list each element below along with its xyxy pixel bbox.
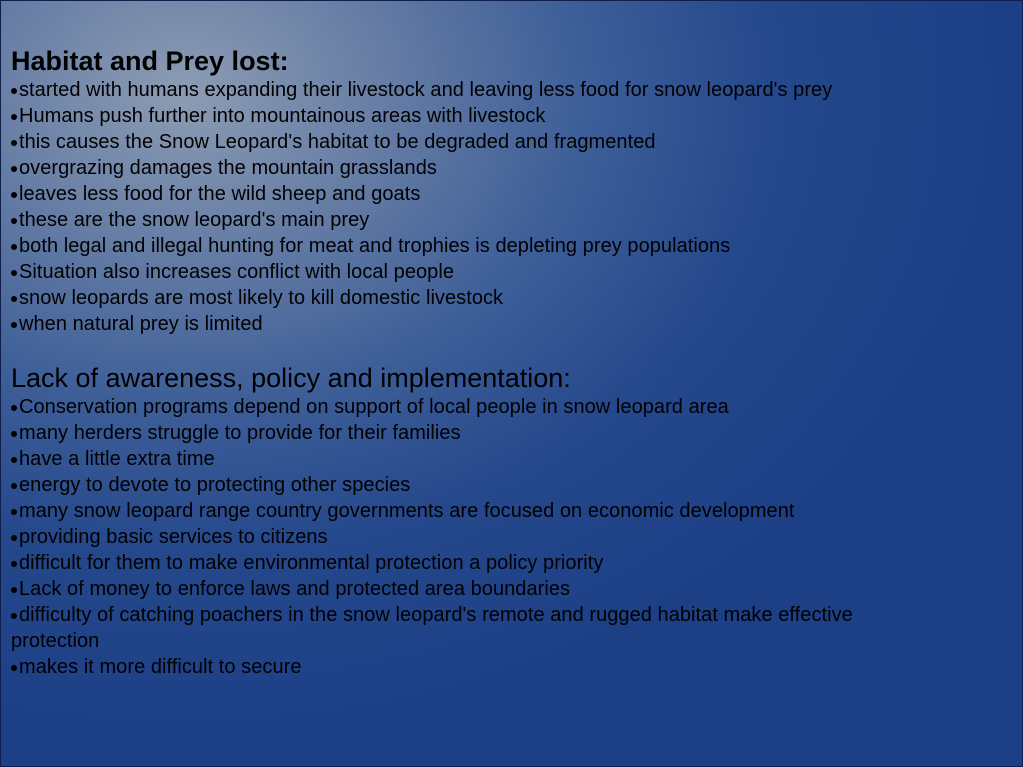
bullet-text: started with humans expanding their livestock and leaving less food for snow leopard's prey — [19, 79, 833, 101]
bullet-dot-icon — [11, 457, 17, 463]
bullet-item — [11, 259, 921, 285]
bullet-dot-icon — [11, 140, 17, 146]
bullet-dot-icon — [11, 613, 17, 619]
bullet-text: energy to devote to protecting other species — [19, 474, 411, 496]
bullet-dot-icon — [11, 296, 17, 302]
bullet-item — [11, 311, 921, 337]
bullet-text: makes it more difficult to secure — [19, 656, 302, 678]
bullet-text: when natural prey is limited — [19, 313, 263, 335]
bullet-item — [11, 77, 921, 103]
bullet-dot-icon — [11, 509, 17, 515]
bullet-text: overgrazing damages the mountain grasslands — [19, 157, 437, 179]
bullet-item — [11, 285, 921, 311]
bullet-text: providing basic services to citizens — [19, 526, 328, 548]
bullet-dot-icon — [11, 587, 17, 593]
bullet-dot-icon — [11, 483, 17, 489]
bullet-item — [11, 654, 921, 680]
bullet-item — [11, 446, 921, 472]
bullet-text: Conservation programs depend on support of local people in snow leopard area — [19, 396, 729, 418]
bullet-item — [11, 129, 921, 155]
slide-content — [11, 45, 921, 680]
awareness-bullet-list — [11, 394, 921, 680]
bullet-dot-icon — [11, 192, 17, 198]
bullet-dot-icon — [11, 270, 17, 276]
bullet-text: Situation also increases conflict with local people — [19, 261, 455, 283]
bullet-text: have a little extra time — [19, 448, 215, 470]
bullet-item — [11, 233, 921, 259]
bullet-item — [11, 576, 921, 602]
bullet-dot-icon — [11, 405, 17, 411]
bullet-text: this causes the Snow Leopard's habitat to be degraded and fragmented — [19, 131, 656, 153]
bullet-dot-icon — [11, 166, 17, 172]
bullet-dot-icon — [11, 244, 17, 250]
bullet-item — [11, 550, 921, 576]
bullet-item — [11, 524, 921, 550]
bullet-dot-icon — [11, 431, 17, 437]
bullet-text: both legal and illegal hunting for meat and trophies is depleting prey populations — [19, 235, 731, 257]
bullet-item — [11, 472, 921, 498]
bullet-item — [11, 394, 921, 420]
bullet-text: difficulty of catching poachers in the snow leopard's remote and rugged habitat make effective protection — [11, 604, 853, 652]
bullet-item — [11, 498, 921, 524]
section-heading-habitat: Habitat and Prey lost: — [11, 46, 289, 76]
bullet-dot-icon — [11, 561, 17, 567]
bullet-text: many herders struggle to provide for their families — [19, 422, 461, 444]
bullet-text: many snow leopard range country governments are focused on economic development — [19, 500, 795, 522]
bullet-item — [11, 103, 921, 129]
bullet-item — [11, 420, 921, 446]
bullet-text: leaves less food for the wild sheep and goats — [19, 183, 421, 205]
bullet-text: Lack of money to enforce laws and protected area boundaries — [19, 578, 571, 600]
bullet-item — [11, 155, 921, 181]
bullet-dot-icon — [11, 114, 17, 120]
habitat-bullet-list — [11, 77, 921, 337]
bullet-item — [11, 207, 921, 233]
bullet-text: snow leopards are most likely to kill domestic livestock — [19, 287, 504, 309]
bullet-item — [11, 181, 921, 207]
section-spacer — [11, 337, 921, 362]
bullet-dot-icon — [11, 88, 17, 94]
bullet-dot-icon — [11, 535, 17, 541]
section-heading-awareness: Lack of awareness, policy and implementation: — [11, 363, 571, 393]
bullet-text: difficult for them to make environmental protection a policy priority — [19, 552, 604, 574]
bullet-dot-icon — [11, 218, 17, 224]
bullet-item — [11, 602, 921, 654]
bullet-text: these are the snow leopard's main prey — [19, 209, 370, 231]
bullet-dot-icon — [11, 665, 17, 671]
bullet-dot-icon — [11, 322, 17, 328]
bullet-text: Humans push further into mountainous areas with livestock — [19, 105, 546, 127]
